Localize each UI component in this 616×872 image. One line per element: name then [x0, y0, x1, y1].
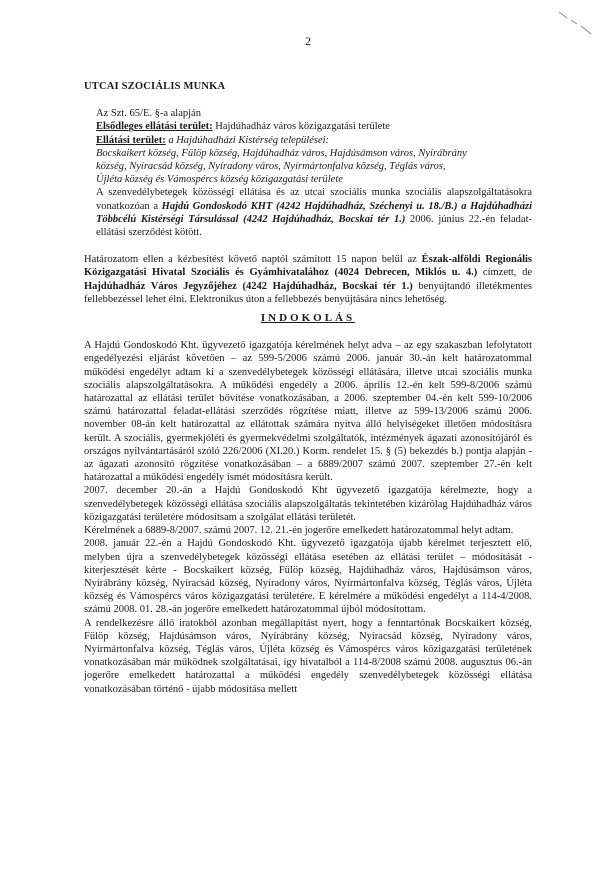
- legal-basis: Az Szt. 65/E. §-a alapján: [96, 108, 201, 120]
- page-number: 2: [305, 34, 311, 48]
- appeal-end: benyújtandó illetékmentes fellebbezéssel lehet élni. Elektronikus úton a fellebbezés benyújtására nincs lehetőség.: [84, 280, 532, 305]
- primary-area-line: [96, 120, 532, 133]
- primary-area-label: Elsődleges ellátási terület:: [96, 121, 213, 133]
- area-intro: a Hajdúhadházi Kistérség települései:: [165, 134, 330, 146]
- appeal-authority: Észak-alföldi Regionális Közigazgatási Hivatal Szociális és Gyámhivatalához (4024 Debrecen, Miklós u. 4.): [84, 254, 532, 279]
- contract-paragraph: [96, 186, 532, 239]
- contract-start: A szenvedélybetegek közösségi ellátása és az utcai szociális munka szociális alapszolgáltatásokra vonatkozóan a: [96, 187, 532, 212]
- area-line-1: Bocskaikert község, Fülöp község, Hajdúhadház város, Hajdúsámson város, Nyírábrány: [96, 147, 467, 159]
- appeal-paragraph: [84, 253, 532, 306]
- document-body: [84, 80, 532, 696]
- reasoning-paragraph-5: A rendelkezésre álló iratokból azonban megállapítást nyert, hogy a fenntartónak Bocskaikert község, Fülöp község, Hajdúsámson város, Nyírábrány község, Nyíracsád község, Nyíradony város, Nyírmártonfalva község, Téglás város, Újléta község és Vámospércs város közigazgatási területének vonatkozásában már működnek szolgáltatásai, így hivatalból a 114-8/2008 számú 2008. augusztus 06.-án jogerőre emelkedett határozattal a működési engedély szenvedélybetegek közösségi ellátása vonatkozásában történő - újabb módosítása mellett: [84, 617, 532, 695]
- legal-details: [84, 107, 532, 239]
- appeal-start: Határozatom ellen a kézbesítést követő naptól számított 15 napon belül az: [84, 254, 422, 266]
- reasoning-paragraph-4: 2008. január 22.-én a Hajdú Gondoskodó Kht. ügyvezető igazgatója újabb kérelmet terjesztett elő, melyben újra a szenvedélybetegek közösségi ellátása esetében az ellátási terület – módosítását - kiterjesztését kérte - Bocskaikert község, Fülöp község, Hajdúhadház város, Hajdúsámson város, Nyírábrány község, Nyíracsád község, Nyíradony város, Nyírmártonfalva község, Téglás város, Újléta község és Vámospércs város közigazgatási területére. E kérelmére a működési engedélyt a 114-4/2008. számú 2008. 01. 28.-án jogerőre emelkedett határozatommal újból módosítottam.: [84, 538, 532, 616]
- appeal-mid: címzett, de: [477, 267, 532, 279]
- primary-area-text: Hajdúhadház város közigazgatási területe: [212, 121, 390, 133]
- appeal-notary: Hajdúhadház Város Jegyzőjéhez (4242 Hajdúhadház, Bocskai tér 1.): [84, 280, 413, 292]
- contract-end: 2006. június 22.-én feladat-ellátási szerződést kötött.: [96, 213, 533, 239]
- reasoning-title: INDOKOLÁS: [260, 312, 356, 325]
- area-label: Ellátási terület:: [96, 134, 166, 146]
- area-line-3: Újléta község és Vámospércs község közigazgatási területe: [96, 174, 343, 186]
- contract-parties: Hajdú Gondoskodó KHT (4242 Hajdúhadház, Széchenyi u. 18./B.) a Hajdúhadházi Többcélú Kistérségi Társulással (4242 Hajdúhadház, Bocskai tér 1.): [96, 200, 533, 225]
- area-line-2: község, Nyíracsád község, Nyíradony város, Nyírmártonfalva község, Téglás város,: [96, 161, 446, 173]
- reasoning-paragraph-3: Kérelmének a 6889-8/2007. számú 2007. 12. 21.-én jogerőre emelkedett határozatommal helyt adtam.: [84, 525, 514, 537]
- reasoning-paragraph-2: 2007. december 20.-án a Hajdú Gondoskodó Kht ügyvezető igazgatója kérelmezte, hogy a szenvedélybetegek közösségi ellátása szociális alapszolgáltatás tekintetében kizárólag Hajdúhadház város közigazgatási területére módosítsam a szolgálat ellátási területét.: [84, 485, 532, 523]
- section-heading: UTCAI SZOCIÁLIS MUNKA: [84, 81, 226, 92]
- reasoning-paragraph-1: A Hajdú Gondoskodó Kht. ügyvezető igazgatója kérelmének helyt adva – az egy szakaszban lefolytatott engedélyezési eljárást követően – az 599-5/2006 számú 2006. január 30.-án kelt határozatommal működési engedélyt adtam ki a szenvedélybetegek közösségi ellátására, illetve utcai szociális munka szociális alapszolgáltatásokra. A működési engedély a 2006. április 12.-én kelt 599-8/2006 számú határozattal az ellátási terület bővítése vonatkozásában, a 2006. szeptember 04.-én kelt 599-10/2006 számú határozattal feladat-ellátási szerződés rögzítése miatt, illetve az 599-13/2006 számú 2006. november 08-án kelt határozattal az ellátottak számára nyitva álló helyiségeket illetően módosításra került. A szociális, gyermekjóléti és gyermekvédelmi szolgáltatók, intézmények ágazati azonosítójáról és országos nyilvántartásáról szóló 226/2006 (XI.20.) Korm. rendelet 15. § (5) bekezdés b.) pontja alapján - az ágazati azonosító rögzítése vonatkozásában – a 6889/2007 számú 2007. szeptember 27.-én kelt határozattal a működési engedély ismét módosításra került.: [84, 340, 532, 484]
- area-line: [96, 134, 532, 147]
